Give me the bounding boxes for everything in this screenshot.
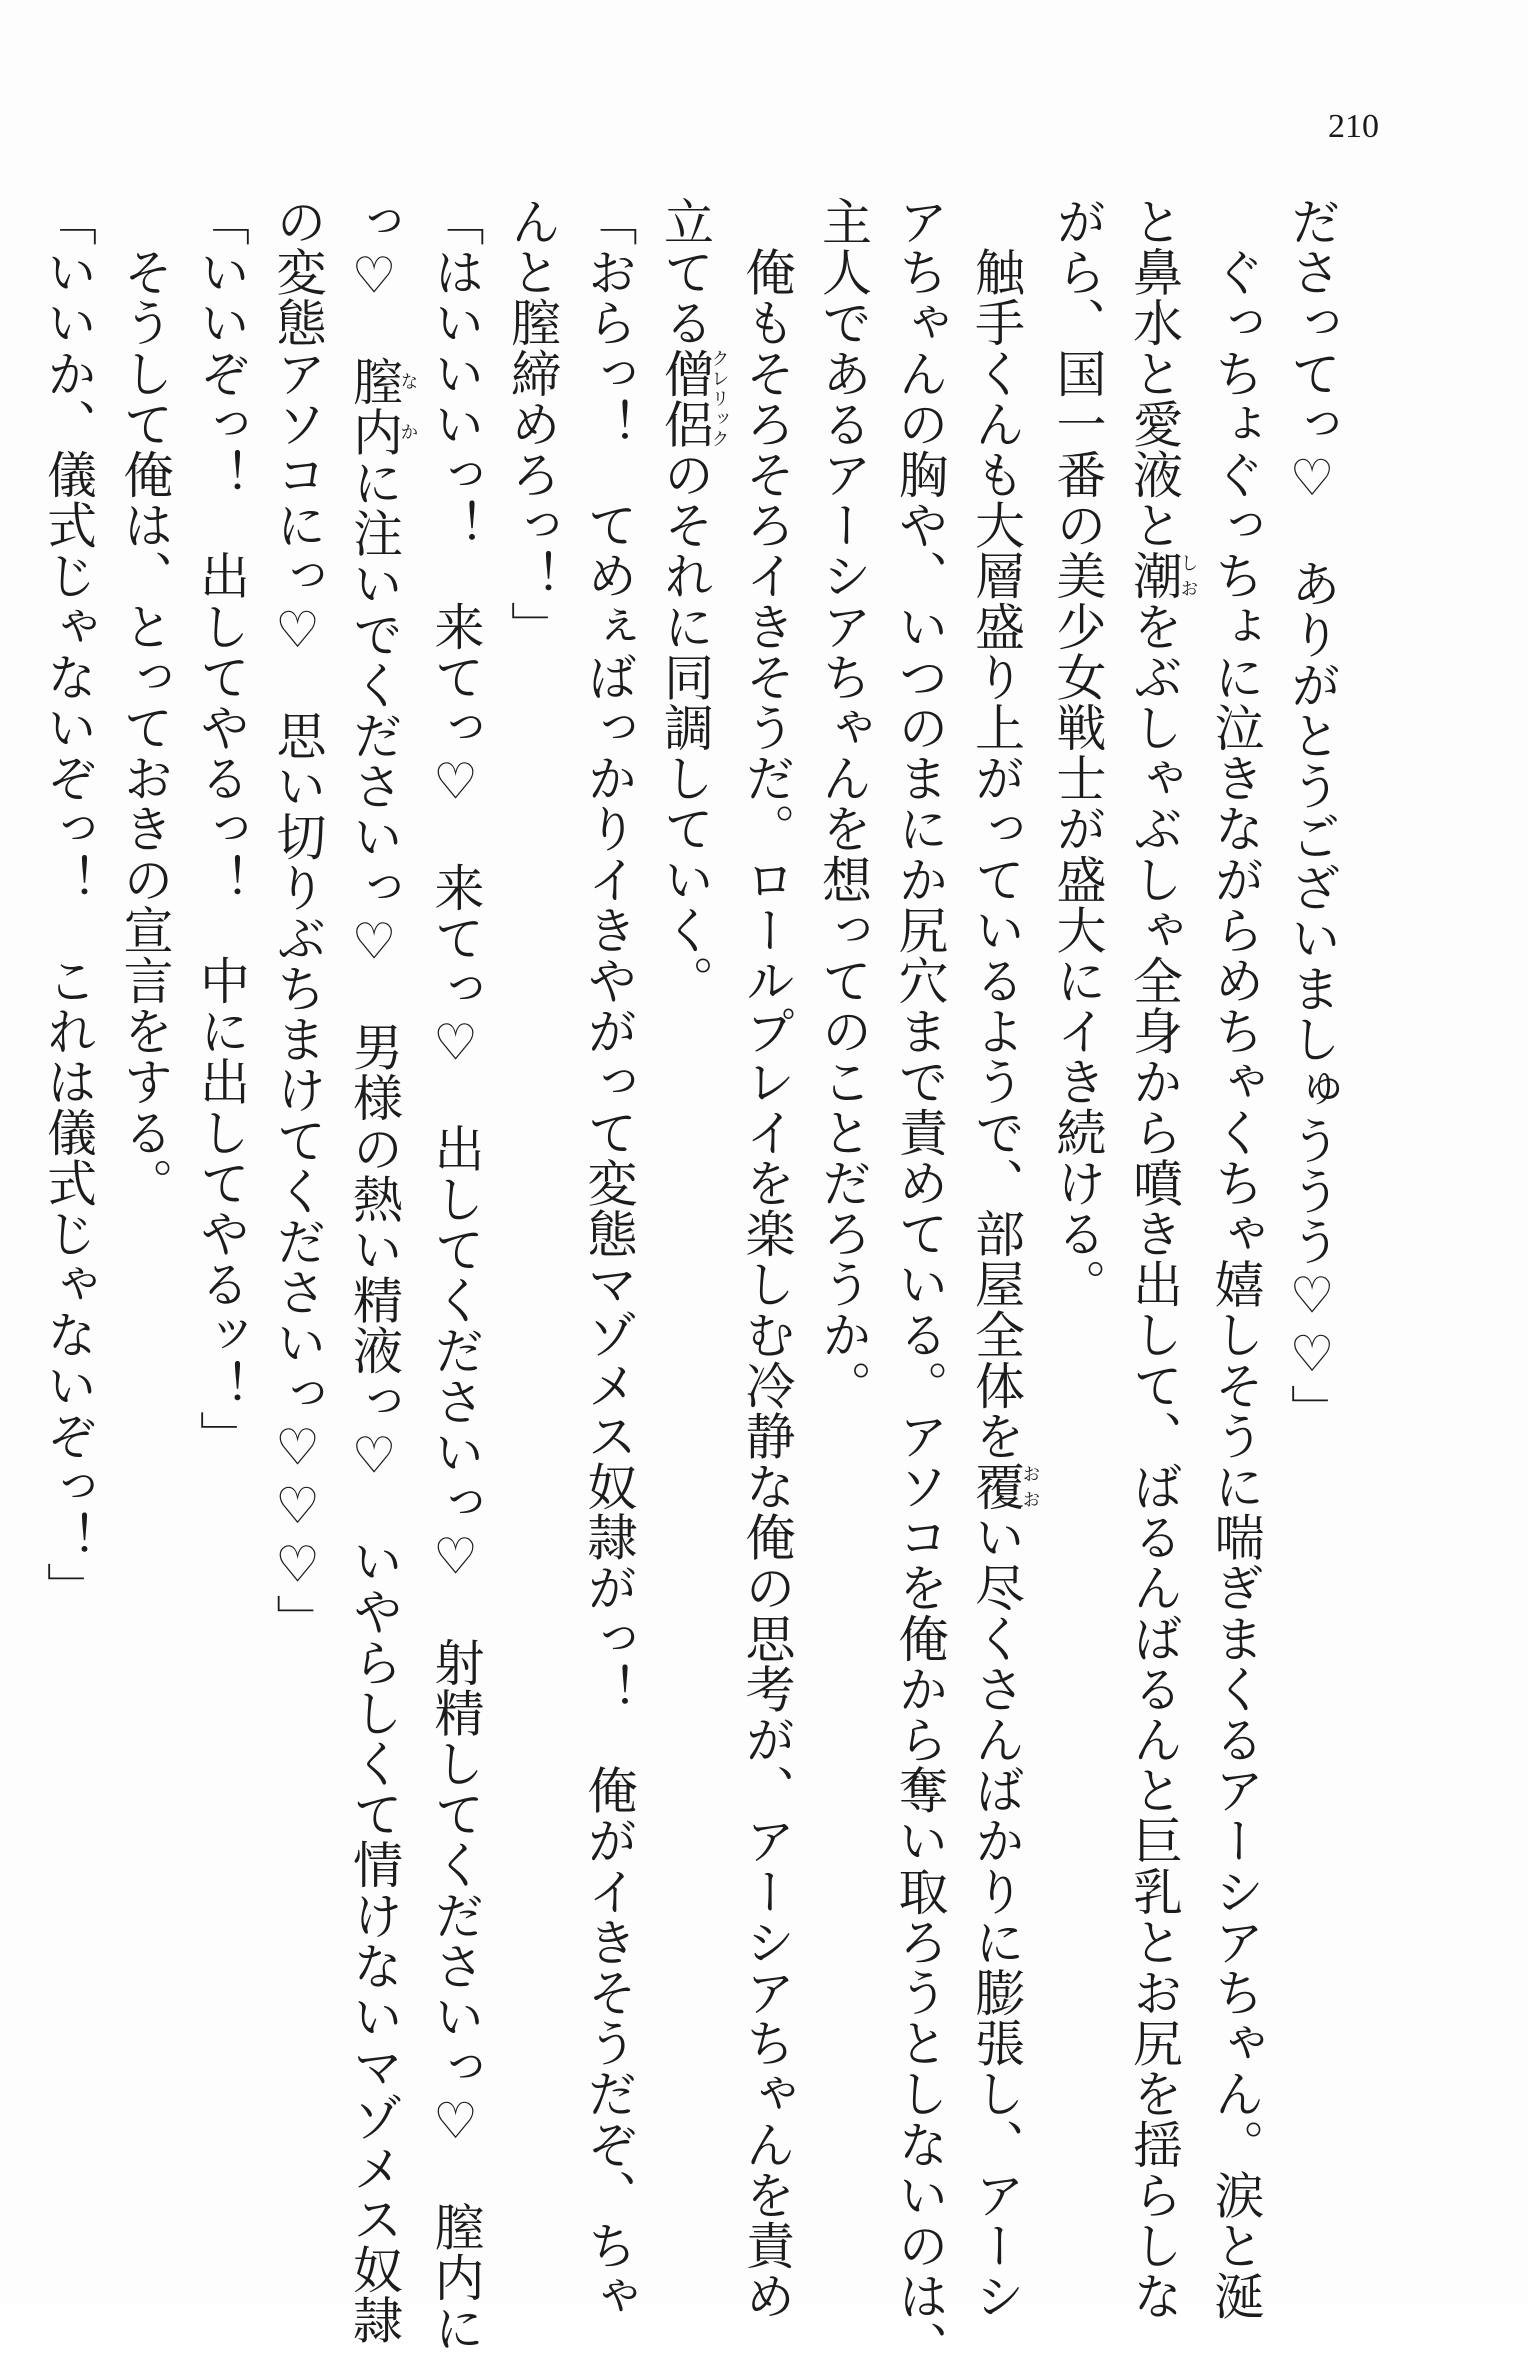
text-segment: 主人であるアーシアちゃんを想ってのことだろうか。 bbox=[814, 196, 872, 1411]
text-line bbox=[30, 196, 107, 2156]
ruby-base: 僧侶 bbox=[656, 347, 714, 450]
text-line bbox=[494, 196, 571, 2156]
text-segment: っ♡ bbox=[345, 196, 403, 356]
text-line bbox=[336, 196, 419, 2346]
text-segment: 「いいか、儀式じゃないぞっ！ これは儀式じゃないぞっ！」 bbox=[39, 196, 97, 1613]
text-line bbox=[570, 196, 647, 2322]
text-segment: い尽くさんばかりに膨張し、アーシ bbox=[967, 1511, 1025, 2322]
text-segment: 「はいいいっ！ 来てっ♡ 来てっ♡ 出してくださいっ♡ 射精してくださいっ♡ 膣内に bbox=[426, 196, 485, 2354]
text-line bbox=[106, 196, 183, 2156]
text-segment: に注いでくださいっ♡ 男様の熱い精液っ♡ いやらしくて情けないマゾメス奴隷 bbox=[345, 457, 403, 2346]
text-segment: ぐっちょぐっちょに泣きながらめちゃくちゃ嬉しそうに喘ぎまくるアーシアちゃん。涙と涎 bbox=[1206, 196, 1265, 2322]
furigana-ruby bbox=[967, 1461, 1041, 1512]
text-line bbox=[1274, 196, 1351, 2156]
text-segment: 「いいぞっ！ 出してやるっ！ 中に出してやるッ！」 bbox=[192, 196, 250, 1461]
text-line bbox=[881, 196, 958, 2372]
text-segment: のそれに同調していく。 bbox=[656, 449, 714, 1006]
text-segment: がら、国一番の美少女戦士が盛大にイき続ける。 bbox=[1048, 196, 1107, 1310]
furigana-ruby bbox=[1125, 550, 1199, 601]
ruby-base: 膣内 bbox=[345, 355, 403, 458]
ruby-base: 覆 bbox=[967, 1461, 1025, 1512]
ruby-annotation: しお bbox=[1177, 550, 1199, 601]
text-line bbox=[805, 196, 882, 2156]
page-number: 210 bbox=[1328, 108, 1379, 145]
text-segment: んと膣締めろっ！」 bbox=[503, 196, 561, 652]
text-line bbox=[259, 196, 336, 2156]
text-line bbox=[728, 196, 805, 2322]
text-segment: そうして俺は、とっておきの宣言をする。 bbox=[115, 196, 174, 1208]
vertical-text-body bbox=[39, 196, 1350, 2372]
text-segment: をぶしゃぶしゃ全身から噴き出して、ばるんばるんと巨乳とお尻を揺らしな bbox=[1125, 600, 1183, 2322]
text-line bbox=[647, 196, 729, 2156]
text-segment: ださってっ♡ ありがとうございましゅううう♡♡」 bbox=[1283, 196, 1341, 1435]
text-segment: 俺もそろそろイきそうだ。ロールプレイを楽しむ冷静な俺の思考が、アーシアちゃんを責め bbox=[737, 196, 796, 2322]
text-line bbox=[417, 196, 494, 2354]
text-line bbox=[183, 196, 260, 2156]
furigana-ruby bbox=[656, 347, 730, 450]
text-segment: の変態アソコにっ♡ 思い切りぶちまけてくださいっ♡♡♡」 bbox=[268, 196, 327, 1645]
ruby-annotation: なか bbox=[397, 355, 419, 458]
text-segment: と鼻水と愛液と bbox=[1125, 196, 1183, 551]
ruby-annotation: おお bbox=[1019, 1461, 1041, 1512]
text-line bbox=[958, 196, 1041, 2322]
text-segment: 「おらっ！ てめぇばっかりイきやがって変態マゾメス奴隷がっ！ 俺がイきそうだぞ、ちゃ bbox=[579, 196, 638, 2322]
ruby-annotation: クレリック bbox=[708, 347, 730, 449]
furigana-ruby bbox=[345, 355, 419, 458]
text-segment: 立てる bbox=[656, 196, 714, 348]
text-line bbox=[1039, 196, 1116, 2156]
ruby-base: 潮 bbox=[1125, 550, 1183, 601]
text-segment: 触手くんも大層盛り上がっているようで、部屋全体を bbox=[967, 196, 1025, 1461]
text-line bbox=[1116, 196, 1199, 2322]
text-segment: アちゃんの胸や、いつのまにか尻穴まで責めている。アソコを俺から奪い取ろうとしないのは、 bbox=[890, 196, 949, 2372]
text-line bbox=[1197, 196, 1274, 2322]
